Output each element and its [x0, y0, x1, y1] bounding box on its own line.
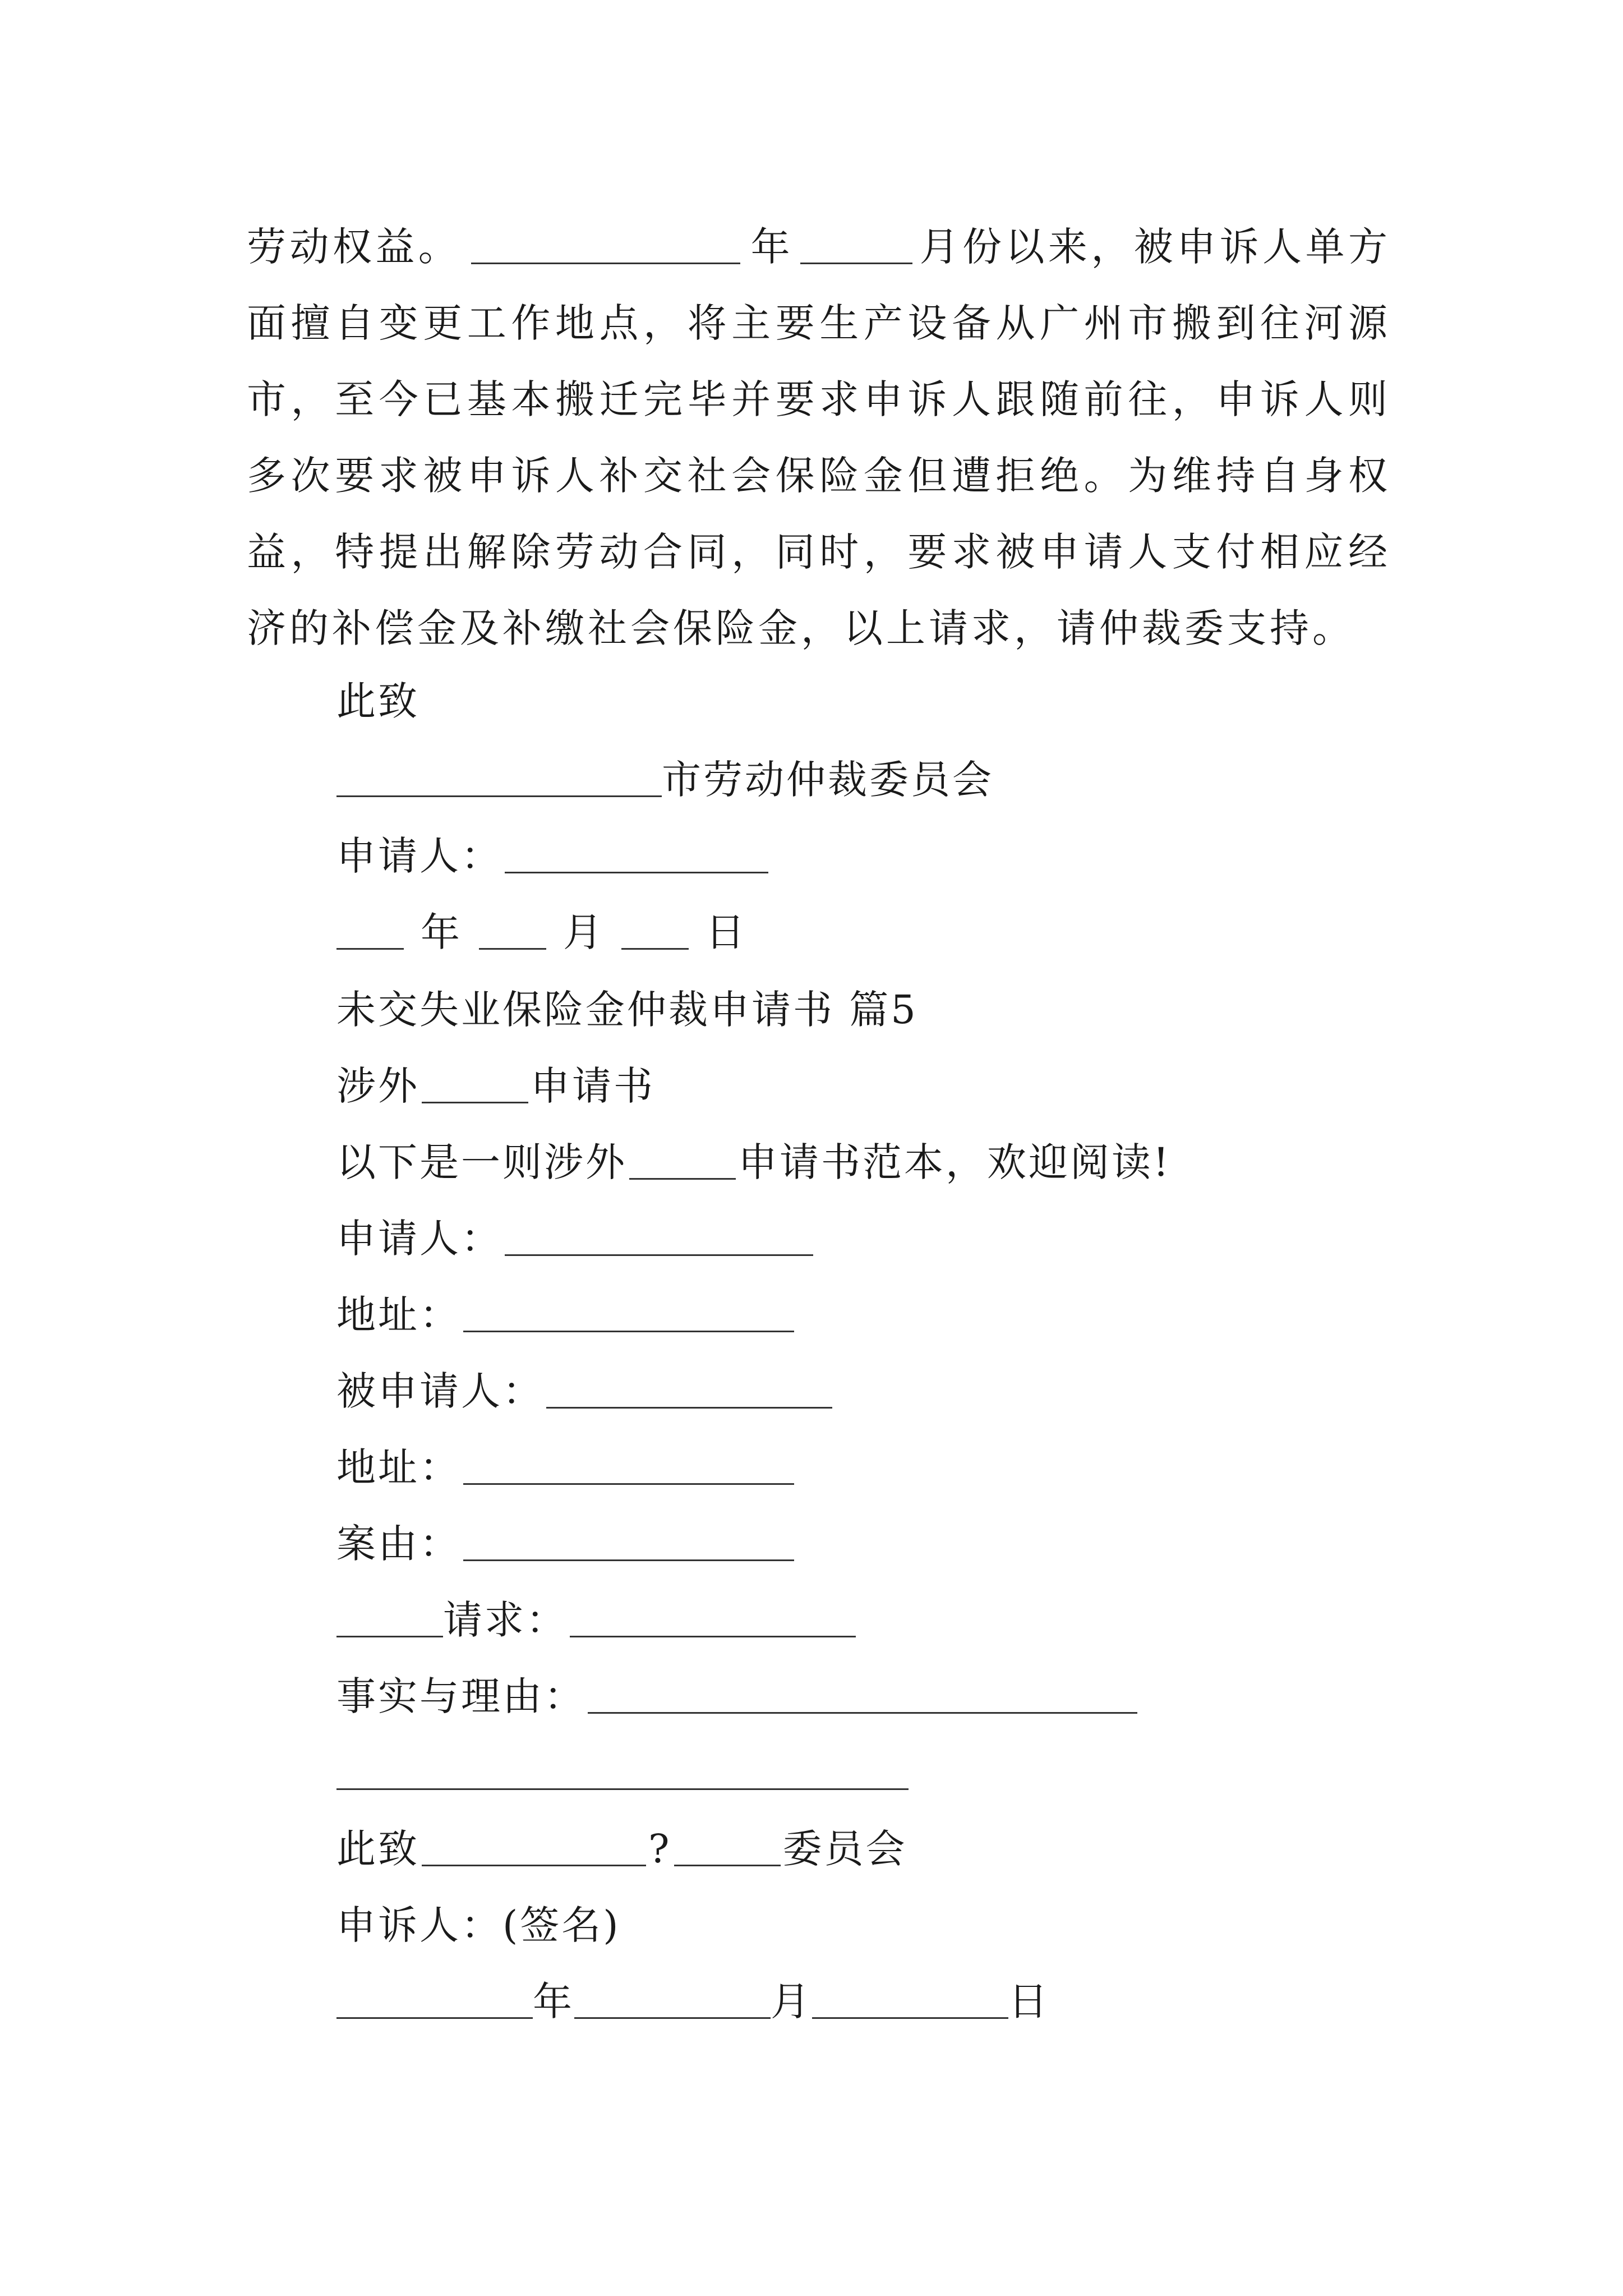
section-title: [336, 982, 918, 1038]
form-committee-suffix: 委员会: [782, 1826, 907, 1872]
blank-form-committee: [674, 1825, 781, 1866]
committee-text: 市劳动仲裁委员会: [662, 757, 994, 803]
blank-applicant: [505, 832, 768, 873]
form-respondent-label: 被申请人：: [336, 1368, 544, 1414]
form-complainant-label: 申诉人：(签名): [336, 1902, 621, 1948]
form-facts-label: 事实与理由：: [336, 1673, 585, 1719]
form-question-mark: ?: [648, 1826, 672, 1872]
blank-form-date-year: [336, 1978, 533, 2019]
intro-pre: 以下是一则涉外: [336, 1139, 627, 1185]
form-facts-continuation: [336, 1745, 909, 1801]
applicant-line-1: [336, 828, 771, 884]
form-request-line: [336, 1592, 858, 1648]
form-cause-label: 案由：: [336, 1521, 461, 1567]
committee-line: [336, 752, 994, 808]
blank-month: [800, 223, 912, 264]
form-respondent-line: [336, 1363, 834, 1419]
form-date-month-text: 月: [771, 1978, 812, 2024]
blank-facts-continuation: [336, 1749, 909, 1790]
blank-date-month: [479, 909, 546, 950]
form-date-year-text: 年: [533, 1978, 574, 2024]
form-applicant-line: [336, 1211, 815, 1267]
form-applicant-label: 申请人：: [336, 1216, 502, 1262]
blank-form-address2: [463, 1444, 794, 1485]
blank-date-year: [336, 909, 404, 950]
form-facts-line: [336, 1668, 1140, 1724]
blank-form-request: [570, 1596, 856, 1637]
blank-form-salutation: [422, 1825, 646, 1866]
form-title-pre: 涉外: [336, 1063, 419, 1109]
blank-form-cause: [463, 1520, 794, 1561]
form-salutation-text: 此致: [336, 1826, 419, 1872]
form-complainant-line: [336, 1897, 621, 1953]
blank-form-date-day: [812, 1978, 1008, 2019]
blank-city: [336, 756, 662, 797]
paragraph-part-3: 月份以来，被申诉人单方面擅自变更工作地点，将主要生产设备从广州市搬到往河源市，至今已基本搬迁完毕并要求申诉人跟随前往，申诉人则多次要求被申诉人补交社会保险金但遭拒绝。为维持自身权益，特提出解除劳动合同，同时，要求被申请人支付相应经济的补偿金及补缴社会保险金，以上请求，请仲裁委支持。: [247, 224, 1391, 651]
form-date-day-text: 日: [1008, 1978, 1050, 2024]
form-cause-line: [336, 1516, 796, 1572]
form-date-line: [336, 1973, 1050, 2030]
blank-form-date-month: [574, 1978, 771, 2019]
blank-form-facts: [588, 1673, 1137, 1714]
date-month-text: 月: [563, 909, 605, 955]
intro-post: 申请书范本，欢迎阅读!: [738, 1139, 1172, 1185]
form-title-line: [336, 1058, 655, 1114]
form-address2-line: [336, 1439, 796, 1496]
blank-intro: [629, 1139, 736, 1180]
paragraph-part-1: 劳动权益。: [247, 224, 462, 270]
form-request-label: 请求：: [443, 1597, 568, 1643]
blank-form-respondent: [546, 1368, 832, 1409]
form-address-line: [336, 1287, 796, 1343]
salutation-text: 此致: [336, 678, 419, 724]
date-day-text: 日: [706, 909, 747, 955]
salutation-line: [336, 673, 419, 729]
body-paragraph: [247, 209, 1391, 666]
blank-request-prefix: [336, 1596, 443, 1637]
form-address2-label: 地址：: [336, 1444, 461, 1490]
applicant-label: 申请人：: [336, 833, 502, 879]
form-title-post: 申请书: [531, 1063, 655, 1109]
section-title-text: 未交失业保险金仲裁申请书 篇5: [336, 987, 918, 1033]
blank-year: [471, 223, 740, 264]
intro-line: [336, 1134, 1171, 1190]
form-salutation-line: [336, 1821, 907, 1877]
blank-form-applicant: [505, 1215, 813, 1256]
form-address-label: 地址：: [336, 1292, 461, 1338]
date-line-1: [336, 904, 747, 960]
blank-form-address: [463, 1291, 794, 1332]
paragraph-part-2: 年: [750, 224, 794, 270]
blank-date-day: [621, 909, 689, 950]
date-year-text: 年: [421, 909, 462, 955]
blank-title: [422, 1062, 528, 1103]
